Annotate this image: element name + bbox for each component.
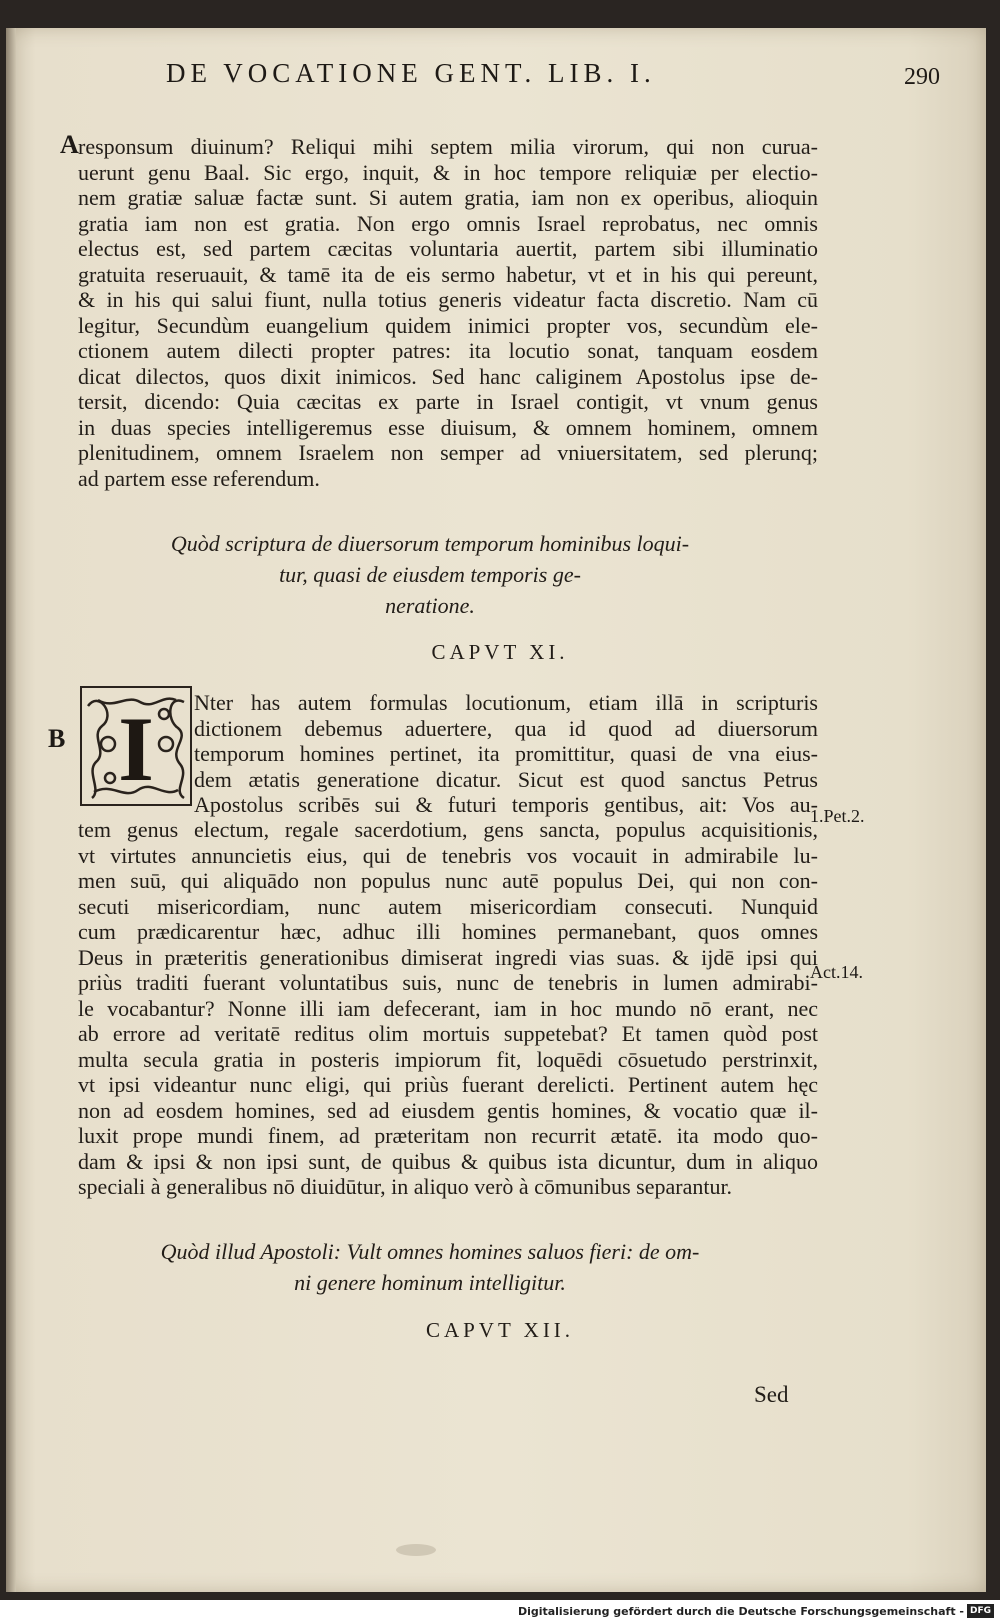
paragraph-2 [78, 817, 818, 1200]
text-line: plenitudinem, omnem Israelem non semper ad vniuersitatem, sed plerunq; [78, 440, 818, 465]
running-title: DE VOCATIONE GENT. LIB. I. [166, 58, 656, 88]
text-line: uerunt genu Baal. Sic ergo, inquit, & in hoc tempore reliquiæ per electio- [78, 159, 818, 185]
funding-credit: Digitalisierung gefördert durch die Deutsche Forschungsgemeinschaft - [517, 1605, 964, 1618]
text-line: gratuita reseruauit, & tamē ita de eis sermo habetur, vt et in his qui pereunt, [78, 261, 818, 287]
text-line: ab errore ad veritatē reditus olim mortuis suppetebat? Et tamen quòd post [78, 1021, 818, 1046]
ornamental-initial-i [80, 686, 192, 806]
summary-line: tur, quasi de eiusdem temporis ge- [279, 562, 581, 587]
text-line: multa secula gratia in posteris impiorum fit, loquēdi cōsuetudo perstrinxit, [78, 1046, 818, 1072]
text-line: secuti misericordiam, nunc autem misericordiam consecuti. Nunquid [78, 893, 818, 919]
chapter-xii-title: CAPVT XII. [425, 1318, 575, 1342]
paragraph-2-indented [194, 690, 818, 818]
text-line: priùs traditi fuerant voluntatibus suis, nunc de tenebris in lumen admirabi- [78, 970, 818, 995]
text-line: dem ætatis generatione dicatur. Sicut est quod sanctus Petrus [194, 766, 818, 792]
margin-section-letter-a: A [60, 130, 79, 159]
text-line: ctionem autem dilecti propter patres: ita locutio sonat, tanquam eosdem [78, 338, 818, 363]
text-line: le vocabantur? Nonne illi iam defecerant, iam in hoc mundo nō erant, nec [78, 995, 818, 1021]
margin-citation-acts: Act.14. [810, 962, 863, 982]
text-line: Apostolus scribēs sui & futuri temporis gentibus, ait: Vos au- [194, 792, 818, 817]
text-line: Deus in præteritis generationibus dimiserat ingredi vias suas. & ijdē ipsi qui [78, 944, 818, 970]
text-line: tem genus electum, regale sacerdotium, gens sancta, populus acquisitionis, [78, 817, 818, 842]
dfg-logo: DFG [967, 1604, 994, 1618]
chapter-xi-title: CAPVT XI. [431, 640, 569, 664]
text-line: vt virtutes annuncietis eius, qui de tenebris vos vocauit in admirabile lu- [78, 842, 818, 868]
text-line: in duas species intelligeremus esse diuisum, & omnem hominem, omnem [78, 414, 818, 440]
text-line: non ad eosdem homines, sed ad eiusdem gentis homines, & vocatio quæ il- [78, 1097, 818, 1123]
text-line: dicat dilectos, quos dixit inimicos. Sed hanc caliginem Apostolus ipse de- [78, 363, 818, 389]
text-line: dam & ipsi & non ipsi sunt, de quibus & quibus ista dicuntur, dum in aliquo [78, 1148, 818, 1174]
text-line: speciali à generalibus nō diuidūtur, in aliquo verò à cōmunibus separantur. [78, 1174, 733, 1199]
text-line: temporum homines pertinet, ita promittitur, quasi de vna eius- [194, 741, 818, 766]
running-head [166, 58, 940, 98]
summary-line: Quòd scriptura de diuersorum temporum hominibus loqui- [170, 531, 690, 556]
text-line: nem gratiæ saluæ factæ sunt. Si autem gratia, iam non ex operibus, alioquin [78, 185, 818, 210]
paragraph-1 [78, 134, 818, 491]
text-line: ad partem esse referendum. [78, 465, 320, 491]
digitization-footer [0, 1600, 1000, 1624]
margin-section-letter-b: B [48, 724, 66, 753]
text-line: & in his qui salui fiunt, nulla totius generis videatur facta discretio. Nam cū [78, 287, 818, 312]
summary-line: neratione. [385, 593, 475, 618]
text-line: vt ipsi videantur nunc eligi, qui priùs fuerant derelicti. Pertinent autem hęc [78, 1072, 818, 1097]
text-line: responsum diuinum? Reliqui mihi septem milia virorum, qui non curua- [78, 134, 818, 159]
paper-stain [396, 1544, 436, 1556]
catchword: Sed [754, 1382, 789, 1407]
initial-letter: I [118, 698, 154, 800]
summary-line: Quòd illud Apostoli: Vult omnes homines saluos fieri: de om- [160, 1239, 700, 1264]
chapter-xi-summary [150, 528, 710, 621]
text-line: legitur, Secundùm euangelium quidem inimici propter vos, secundùm ele- [78, 312, 818, 338]
text-line: Nter has autem formulas locutionum, etiam illā in scripturis [194, 690, 818, 715]
summary-line: ni genere hominum intelligitur. [294, 1270, 566, 1295]
text-line: gratia iam non est gratia. Non ergo omnis Israel reprobatus, nec omnis [78, 210, 818, 236]
text-line: tersit, dicendo: Quia cæcitas ex parte in Israel contigit, vt vnum genus [78, 389, 818, 414]
margin-citation-peter: 1.Pet.2. [810, 806, 865, 826]
text-line: cum prædicarentur hæc, adhuc illi homines permanebant, quos omnes [78, 919, 818, 944]
chapter-xii-summary [150, 1236, 710, 1298]
page-number: 290 [904, 64, 940, 90]
text-line: electus est, sed partem cæcitas voluntaria auertit, partem sibi illuminatio [78, 236, 818, 261]
text-line: men suū, qui aliquādo non populus nunc autē populus Dei, qui non con- [78, 868, 818, 893]
text-line: dictionem debemus aduertere, qua id quod ad diuersorum [194, 715, 818, 741]
page-gutter-shadow [6, 28, 16, 1592]
text-line: luxit prope mundi finem, ad præteritam non recurrit ætatē. ita modo quo- [78, 1123, 818, 1148]
